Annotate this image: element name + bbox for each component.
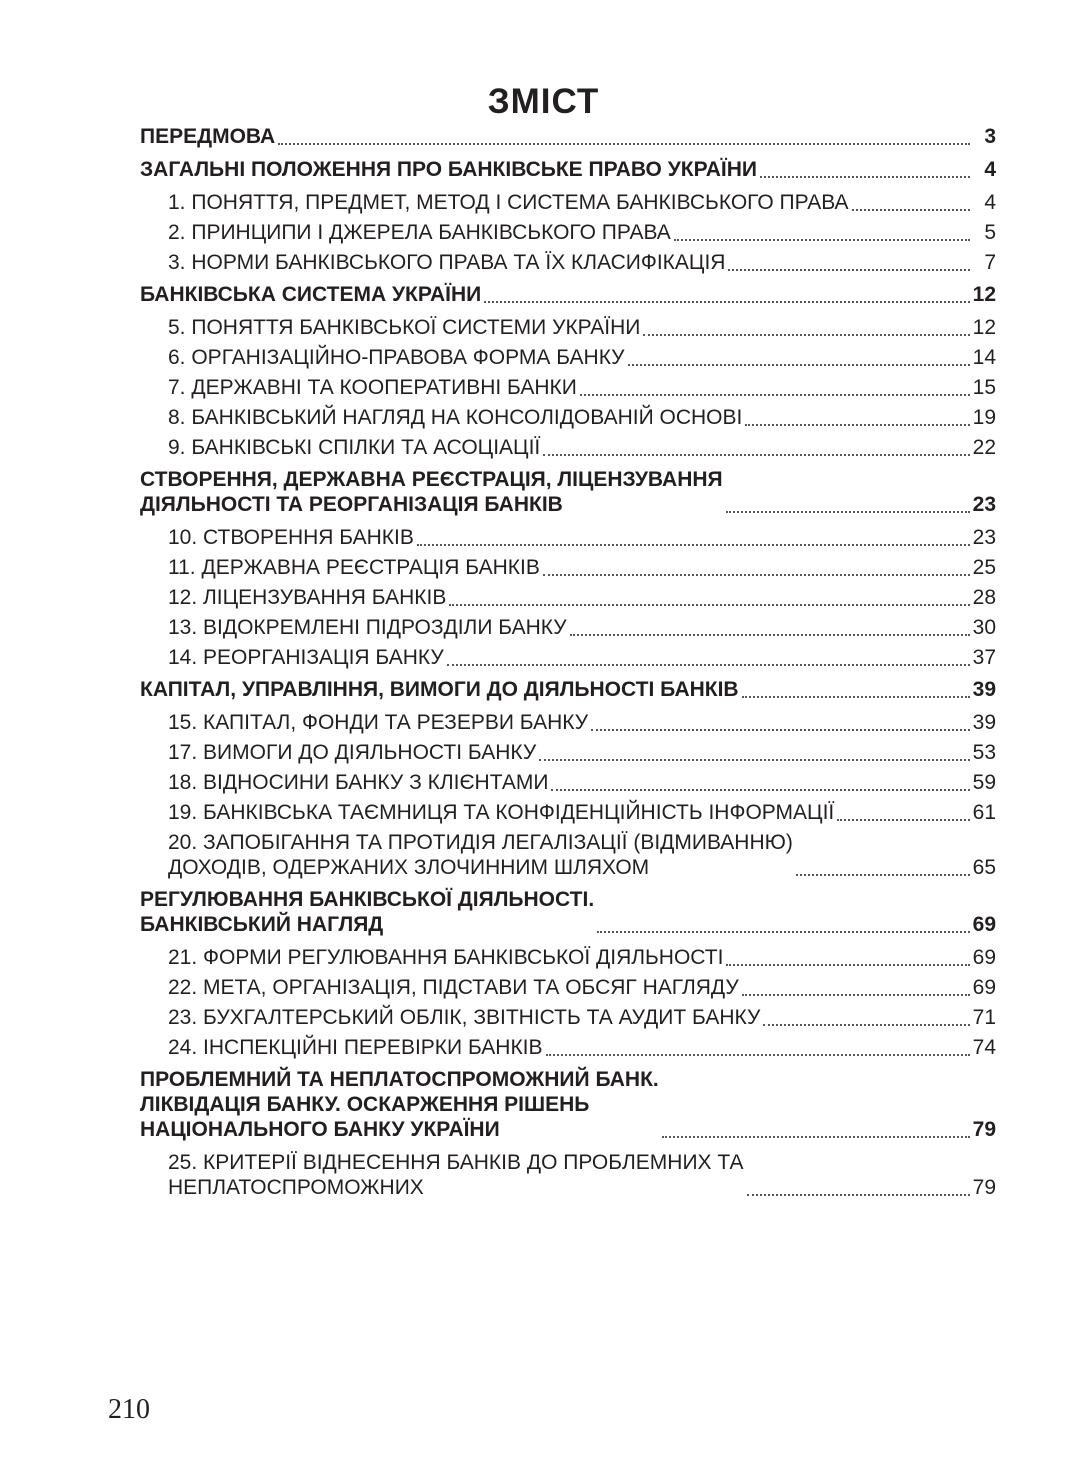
toc-page-number: 15 <box>972 376 996 399</box>
dot-leader <box>580 393 970 396</box>
dot-leader <box>796 873 970 876</box>
toc-page-number: 79 <box>972 1118 996 1141</box>
dot-leader <box>597 930 970 933</box>
toc-page-number: 4 <box>984 158 996 181</box>
dot-leader <box>763 1023 970 1026</box>
toc-entry-title <box>168 1150 744 1200</box>
dot-leader <box>570 633 970 636</box>
toc-page-number: 65 <box>972 856 996 879</box>
toc-entry-title: 17. ВИМОГИ ДО ДІЯЛЬНОСТІ БАНКУ <box>168 741 537 764</box>
toc-entry-title: ПЕРЕДМОВА <box>140 125 276 148</box>
dot-leader <box>449 603 970 606</box>
toc-entry-title <box>140 887 594 937</box>
toc-page-number: 25 <box>972 556 996 579</box>
toc-entry-title-line: НЕПЛАТОСПРОМОЖНИХ <box>168 1176 424 1199</box>
toc-section-entry <box>140 555 996 580</box>
toc-section-entry <box>140 975 996 1000</box>
toc-entry-title: 15. КАПІТАЛ, ФОНДИ ТА РЕЗЕРВИ БАНКУ <box>168 711 589 734</box>
toc-entry-title-line: ЛІКВІДАЦІЯ БАНКУ. ОСКАРЖЕННЯ РІШЕНЬ <box>140 1093 590 1116</box>
toc-page-number: 23 <box>972 493 996 516</box>
toc-page-number: 53 <box>972 741 996 764</box>
dot-leader <box>278 142 970 145</box>
toc-page-number: 5 <box>984 221 996 244</box>
dot-leader <box>543 453 970 456</box>
toc-page-number: 39 <box>972 678 996 701</box>
toc-entry-title <box>140 467 723 517</box>
toc-entry-title-line: БАНКІВСЬКИЙ НАГЛЯД <box>140 913 384 936</box>
dot-leader <box>742 695 970 698</box>
page-number: 210 <box>108 1394 150 1425</box>
toc-entry-title-line: ПРОБЛЕМНИЙ ТА НЕПЛАТОСПРОМОЖНИЙ БАНК. <box>140 1068 659 1091</box>
toc-entry-title-line: ДІЯЛЬНОСТІ ТА РЕОРГАНІЗАЦІЯ БАНКІВ <box>140 493 563 516</box>
dot-leader <box>543 573 970 576</box>
dot-leader <box>591 728 970 731</box>
toc-entry-title: 6. ОРГАНІЗАЦІЙНО-ПРАВОВА ФОРМА БАНКУ <box>168 346 625 369</box>
dot-leader <box>674 238 970 241</box>
toc-entry-title-line: 25. КРИТЕРІЇ ВІДНЕСЕННЯ БАНКІВ ДО ПРОБЛЕМНИХ ТА <box>168 1151 744 1174</box>
toc-page-number: 59 <box>972 771 996 794</box>
toc-entry-title-line: РЕГУЛЮВАННЯ БАНКІВСЬКОЇ ДІЯЛЬНОСТІ. <box>140 888 595 911</box>
toc-page-number: 37 <box>972 646 996 669</box>
toc-entry-title: 2. ПРИНЦИПИ І ДЖЕРЕЛА БАНКІВСЬКОГО ПРАВА <box>168 221 671 244</box>
toc-section-entry <box>140 405 996 430</box>
toc-chapter-entry <box>140 677 996 702</box>
toc-section-entry <box>140 615 996 640</box>
toc-entry-title: 5. ПОНЯТТЯ БАНКІВСЬКОЇ СИСТЕМИ УКРАЇНИ <box>168 316 641 339</box>
toc-section-entry <box>140 190 996 215</box>
dot-leader <box>484 300 970 303</box>
page-title: ЗМІСТ <box>487 82 600 121</box>
toc-entry-title: 8. БАНКІВСЬКИЙ НАГЛЯД НА КОНСОЛІДОВАНІЙ ОСНОВІ <box>168 406 743 429</box>
toc-page-number: 79 <box>972 1176 996 1199</box>
toc-entry-title: 13. ВІДОКРЕМЛЕНІ ПІДРОЗДІЛИ БАНКУ <box>168 616 567 639</box>
dot-leader <box>417 543 970 546</box>
toc-section-entry <box>140 710 996 735</box>
toc-page-number: 69 <box>972 913 996 936</box>
dot-leader <box>628 363 970 366</box>
toc-page-number: 28 <box>972 586 996 609</box>
toc-section-entry <box>140 1005 996 1030</box>
toc-page-number: 12 <box>972 316 996 339</box>
toc-chapter-entry <box>140 124 996 149</box>
toc-entry-title: 7. ДЕРЖАВНІ ТА КООПЕРАТИВНІ БАНКИ <box>168 376 577 399</box>
dot-leader <box>852 208 970 211</box>
toc-entry-title: 1. ПОНЯТТЯ, ПРЕДМЕТ, МЕТОД І СИСТЕМА БАНКІВСЬКОГО ПРАВА <box>168 191 849 214</box>
toc-section-entry <box>140 1150 996 1200</box>
toc-entry-title <box>140 1067 659 1142</box>
toc-page-number: 39 <box>972 711 996 734</box>
dot-leader <box>546 1053 970 1056</box>
dot-leader <box>745 423 970 426</box>
toc-page-number: 19 <box>972 406 996 429</box>
toc-page-number: 69 <box>972 976 996 999</box>
dot-leader <box>726 963 970 966</box>
toc-page-number: 74 <box>972 1036 996 1059</box>
toc-section-entry <box>140 1035 996 1060</box>
dot-leader <box>643 333 970 336</box>
toc-entry-title: 23. БУХГАЛТЕРСЬКИЙ ОБЛІК, ЗВІТНІСТЬ ТА АУДИТ БАНКУ <box>168 1006 761 1029</box>
toc-section-entry <box>140 220 996 245</box>
toc-section-entry <box>140 525 996 550</box>
toc-section-entry <box>140 435 996 460</box>
toc-section-entry <box>140 375 996 400</box>
toc-entry-title: 21. ФОРМИ РЕГУЛЮВАННЯ БАНКІВСЬКОЇ ДІЯЛЬНОСТІ <box>168 946 724 969</box>
toc-page-number: 30 <box>972 616 996 639</box>
toc-entry-title-line: СТВОРЕННЯ, ДЕРЖАВНА РЕЄСТРАЦІЯ, ЛІЦЕНЗУВАННЯ <box>140 468 723 491</box>
toc-page-number: 71 <box>972 1006 996 1029</box>
toc-entry-title: 12. ЛІЦЕНЗУВАННЯ БАНКІВ <box>168 586 447 609</box>
toc-entry-title: 24. ІНСПЕКЦІЙНІ ПЕРЕВІРКИ БАНКІВ <box>168 1036 543 1059</box>
toc-entry-title <box>168 830 793 880</box>
toc-entry-title: 9. БАНКІВСЬКІ СПІЛКИ ТА АСОЦІАЦІЇ <box>168 436 541 459</box>
dot-leader <box>728 268 970 271</box>
toc-entry-title: 18. ВІДНОСИНИ БАНКУ З КЛІЄНТАМИ <box>168 771 549 794</box>
toc-page-number: 14 <box>972 346 996 369</box>
dot-leader <box>760 175 970 178</box>
toc-chapter-entry <box>140 887 996 937</box>
toc-page-number: 69 <box>972 946 996 969</box>
toc-section-entry <box>140 315 996 340</box>
toc-page-number: 61 <box>972 801 996 824</box>
dot-leader <box>837 818 970 821</box>
toc-section-entry <box>140 740 996 765</box>
toc-entry-title-line: ДОХОДІВ, ОДЕРЖАНИХ ЗЛОЧИННИМ ШЛЯХОМ <box>168 856 650 879</box>
toc-entry-title-line: 20. ЗАПОБІГАННЯ ТА ПРОТИДІЯ ЛЕГАЛІЗАЦІЇ (ВІДМИВАННЮ) <box>168 831 793 854</box>
toc-section-entry <box>140 945 996 970</box>
toc-entry-title: БАНКІВСЬКА СИСТЕМА УКРАЇНИ <box>140 283 482 306</box>
toc-section-entry <box>140 585 996 610</box>
toc-chapter-entry <box>140 157 996 182</box>
toc-page-number: 22 <box>972 436 996 459</box>
toc-page-number: 4 <box>984 191 996 214</box>
toc-entry-title: КАПІТАЛ, УПРАВЛІННЯ, ВИМОГИ ДО ДІЯЛЬНОСТІ БАНКІВ <box>140 678 739 701</box>
toc-chapter-entry <box>140 467 996 517</box>
dot-leader <box>551 788 970 791</box>
toc-section-entry <box>140 645 996 670</box>
dot-leader <box>747 1193 970 1196</box>
toc-entry-title: ЗАГАЛЬНІ ПОЛОЖЕННЯ ПРО БАНКІВСЬКЕ ПРАВО УКРАЇНИ <box>140 158 757 181</box>
toc-page-number: 7 <box>984 251 996 274</box>
dot-leader <box>539 758 970 761</box>
toc-section-entry <box>140 830 996 880</box>
toc-chapter-entry <box>140 1067 996 1142</box>
dot-leader <box>447 663 970 666</box>
dot-leader <box>662 1135 970 1138</box>
toc-entry-title: 22. МЕТА, ОРГАНІЗАЦІЯ, ПІДСТАВИ ТА ОБСЯГ НАГЛЯДУ <box>168 976 739 999</box>
dot-leader <box>742 993 970 996</box>
toc-entry-title: 3. НОРМИ БАНКІВСЬКОГО ПРАВА ТА ЇХ КЛАСИФІКАЦІЯ <box>168 251 726 274</box>
toc-section-entry <box>140 770 996 795</box>
toc-page-number: 3 <box>984 125 996 148</box>
toc-page-number: 12 <box>972 283 996 306</box>
toc-section-entry <box>140 250 996 275</box>
toc-entry-title-line: НАЦІОНАЛЬНОГО БАНКУ УКРАЇНИ <box>140 1118 500 1141</box>
toc-entry-title: 14. РЕОРГАНІЗАЦІЯ БАНКУ <box>168 646 444 669</box>
toc-section-entry <box>140 345 996 370</box>
dot-leader <box>726 510 970 513</box>
toc-chapter-entry <box>140 282 996 307</box>
toc-entry-title: 11. ДЕРЖАВНА РЕЄСТРАЦІЯ БАНКІВ <box>168 556 540 579</box>
toc-entry-title: 19. БАНКІВСЬКА ТАЄМНИЦЯ ТА КОНФІДЕНЦІЙНІСТЬ ІНФОРМАЦІЇ <box>168 801 835 824</box>
toc-section-entry <box>140 800 996 825</box>
table-of-contents <box>140 124 996 1205</box>
toc-page-number: 23 <box>972 526 996 549</box>
toc-entry-title: 10. СТВОРЕННЯ БАНКІВ <box>168 526 414 549</box>
